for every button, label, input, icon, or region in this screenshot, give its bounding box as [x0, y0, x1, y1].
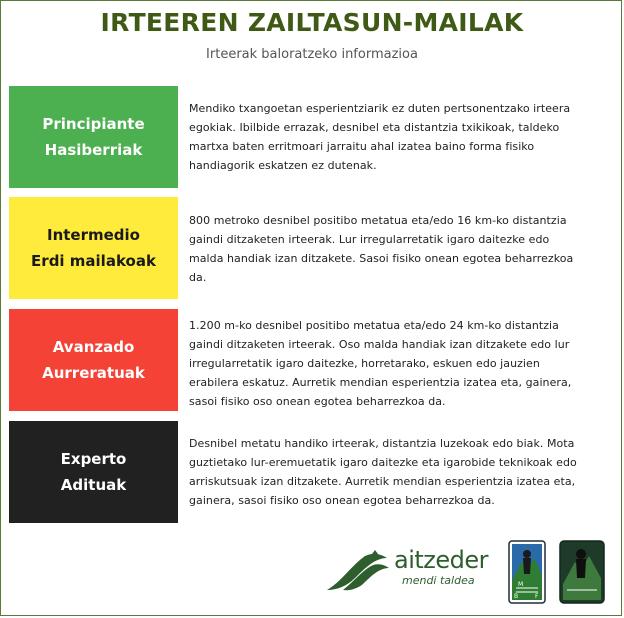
- description-line: arriskutsuak izan ditzakete. Aurretik mendian esperientzia izatea eta,: [189, 475, 576, 488]
- description-line: da.: [189, 271, 207, 284]
- federation-badge-icon: [508, 540, 546, 604]
- description-line: gaindi ditzaketen irteerak. Lur irregularretatik igaro daitezke edo: [189, 233, 550, 246]
- description-line: gainera, sasoi fisiko oso onean egotea beharrezkoa da.: [189, 494, 495, 507]
- description-line: guztietako lur-eremuetatik igaro daitezke eta igarobide teknikoak edo: [189, 456, 577, 469]
- level-name-eu: Hasiberriak: [44, 141, 143, 159]
- level-name-es: Principiante: [42, 115, 145, 133]
- brand-tagline: mendi taldea: [402, 574, 475, 587]
- description-line: handiagorik eskatzen ez dutenak.: [189, 159, 377, 172]
- description-line: 800 metroko desnibel positibo metatua eta/edo 16 km-ko distantzia: [189, 214, 567, 227]
- description-line: gaindi ditzaketen irteerak. Oso malda handiak izan ditzakete edo lur: [189, 338, 570, 351]
- page-title: IRTEEREN ZAILTASUN-MAILAK: [100, 8, 524, 37]
- description-line: egokiak. Ibilbide errazak, desnibel eta distantzia txikikoak, taldeko: [189, 121, 560, 134]
- description-line: 1.200 m-ko desnibel positibo metatua eta/edo 24 km-ko distantzia: [189, 319, 559, 332]
- level-box-experto: [9, 421, 178, 523]
- aitzeder-mountain-logo-icon: [325, 548, 395, 592]
- badge-letter: M: [518, 581, 524, 588]
- brand-name: aitzeder: [394, 546, 489, 574]
- badge-letter: F: [535, 593, 539, 600]
- level-box-principiante: [9, 86, 178, 188]
- level-name-eu: Erdi mailakoak: [31, 252, 156, 270]
- level-description-principiante: [189, 99, 609, 175]
- level-name-eu: Aurreratuak: [42, 364, 145, 382]
- description-line: Desnibel metatu handiko irteerak, distantzia luzekoak edo biak. Mota: [189, 437, 575, 450]
- level-description-avanzado: [189, 316, 609, 411]
- description-line: sasoi fisiko oso onean egotea beharrezkoa da.: [189, 395, 446, 408]
- page-subtitle: Irteerak baloratzeko informazioa: [206, 47, 418, 62]
- federation-badge-dark-icon: [559, 540, 605, 604]
- level-name-es: Intermedio: [47, 226, 140, 244]
- level-name-es: Avanzado: [52, 338, 135, 356]
- description-line: erabilera eskatuz. Aurretik mendian esperientzia izatea eta, gainera,: [189, 376, 572, 389]
- level-box-intermedio: [9, 197, 178, 299]
- description-line: irregularretatik igaro daitezke, horretarako, eskuen edo jauzien: [189, 357, 540, 370]
- level-name-eu: Adituak: [60, 476, 127, 494]
- level-box-avanzado: [9, 309, 178, 411]
- level-description-experto: [189, 434, 609, 510]
- badge-letter: B: [514, 593, 519, 600]
- level-name-es: Experto: [60, 450, 127, 468]
- level-description-intermedio: [189, 211, 609, 287]
- description-line: Mendiko txangoetan esperientziarik ez duten pertsonentzako irteera: [189, 102, 571, 115]
- description-line: malda handiak izan ditzakete. Sasoi fisiko onean egotea beharrezkoa: [189, 252, 574, 265]
- description-line: martxa baten erritmoari jarraitu ahal izatea baino forma fisiko: [189, 140, 535, 153]
